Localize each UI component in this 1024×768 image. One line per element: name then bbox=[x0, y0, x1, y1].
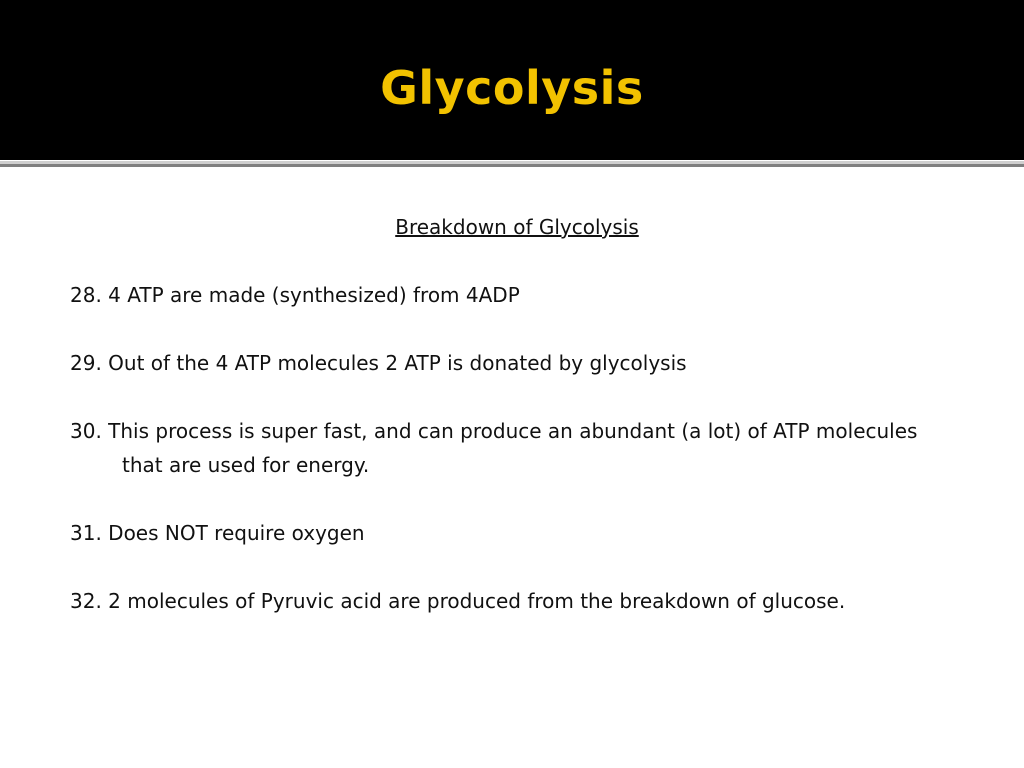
title-divider-dark bbox=[0, 164, 1024, 167]
list-item-32: 32. 2 molecules of Pyruvic acid are produced from the breakdown of glucose. bbox=[70, 589, 846, 613]
list-item-28: 28. 4 ATP are made (synthesized) from 4ADP bbox=[70, 283, 520, 307]
slide-title: Glycolysis bbox=[380, 61, 644, 115]
list-item-31: 31. Does NOT require oxygen bbox=[70, 521, 365, 545]
slide-subtitle: Breakdown of Glycolysis bbox=[395, 215, 639, 239]
list-item-29: 29. Out of the 4 ATP molecules 2 ATP is donated by glycolysis bbox=[70, 351, 687, 375]
slide-content bbox=[70, 210, 950, 652]
list-item-30: 30. This process is super fast, and can produce an abundant (a lot) of ATP molecules that are used for energy. bbox=[70, 419, 918, 477]
